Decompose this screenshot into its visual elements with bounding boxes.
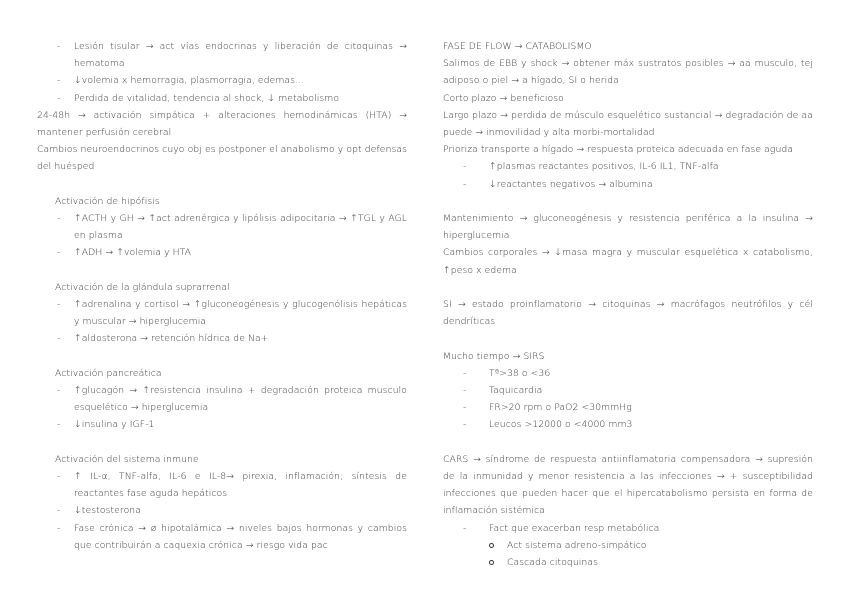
list-item: - FR>20 rpm o PaO2 <30mmHg xyxy=(443,399,813,416)
section-heading: FASE DE FLOW → CATABOLISMO xyxy=(443,41,592,52)
list-item: - ↑plasmas reactantes positivos, IL-6 IL1, TNF-alfa xyxy=(443,158,813,175)
paragraph: Mantenimiento → gluconeogénesis y resistencia periférica a la insulina → hiperglucemia xyxy=(443,213,813,242)
list-item: - Leucos >12000 o <4000 mm3 xyxy=(443,416,813,433)
list-item: - Fase crónica → ø hipotalámica → niveles bajos hormonas y cambios que contribuirán a caquexia crónica → riesgo vida pac xyxy=(37,520,407,554)
section-heading: Activación de hipófisis xyxy=(55,195,160,207)
list-item: - ↓reactantes negativos → albumina xyxy=(443,176,813,193)
list-item: - Taquicardia xyxy=(443,382,813,399)
list-item: - ↑ADH → ↑volemia y HTA xyxy=(37,244,407,261)
list-item: - ↓volemia x hemorragia, plasmorragia, edemas… xyxy=(37,72,407,89)
paragraph: Cambios neuroendocrinos cuyo obj es postponer el anabolismo y opt defensas del huésped xyxy=(37,144,407,173)
list-item: - ↑aldosterona → retención hídrica de Na+ xyxy=(37,330,407,347)
paragraph: Cambios corporales → ↓masa magra y muscular esquelética x catabolismo, ↑peso x edema xyxy=(443,247,813,276)
list-item: - Fact que exacerban resp metabólica xyxy=(443,520,813,537)
list-item: - ↓testosterona xyxy=(37,502,407,519)
sub-list-item: Cascada citoquinas xyxy=(461,554,813,571)
list-item: - ↑ IL-α, TNF-alfa, IL-6 e IL-8→ pirexia, inflamación; síntesis de reactantes fase aguda hepáticos xyxy=(37,468,407,502)
list-item: - ↓insulina y IGF-1 xyxy=(37,416,407,433)
section-heading: Mucho tiempo → SIRS xyxy=(443,350,545,362)
paragraph: Corto plazo → beneficioso xyxy=(443,92,564,104)
list-item: - Lesión tisular → act vías endocrinas y liberación de citoquinas → hematoma xyxy=(37,38,407,72)
paragraph: 24-48h → activación simpática + alteraciones hemodinámicas (HTA) → mantener perfusión cerebral xyxy=(37,109,407,139)
paragraph: Salimos de EBB y shock → obtener máx sustratos posibles → aa musculo, tej adiposo o piel → a hígado, SI o herida xyxy=(443,58,813,87)
paragraph: CARS → síndrome de respuesta antiinflamatoria compensadora → supresión de la inmunidad y menor resistencia a las infecciones → + susceptibilidad infecciones que pueden hacer que el hipercatabolismo persista en forma de inflamación sistémica xyxy=(443,453,813,517)
right-column xyxy=(443,38,813,571)
sub-list-item: Act sistema adreno-simpático xyxy=(461,537,813,554)
section-heading: Activación de la glándula suprarrenal xyxy=(55,281,230,293)
section-heading: Activación pancreática xyxy=(55,367,162,379)
list-item: - Tª>38 o <36 xyxy=(443,365,813,382)
paragraph: Largo plazo → perdida de músculo esquelético sustancial → degradación de aa puede → inmovilidad y alta morbi-mortalidad xyxy=(443,109,813,139)
list-item: - ↑ACTH y GH → ↑act adrenérgica y lipólisis adipocitaria → ↑TGL y AGL en plasma xyxy=(37,210,407,244)
section-heading: Activación del sistema inmune xyxy=(55,453,199,465)
list-item: - Perdida de vitalidad, tendencia al shock, ↓ metabolismo xyxy=(37,90,407,107)
list-item: - ↑adrenalina y cortisol → ↑gluconeogénesis y glucogenólisis hepáticas y muscular → hiperglucemia xyxy=(37,296,407,330)
paragraph: SI → estado proinflamatorio → citoquinas → macrófagos neutrófilos y cél dendríticas xyxy=(443,299,813,328)
list-item: - ↑glucagón → ↑resistencia insulina + degradación proteica musculo esquelético → hiperglucemia xyxy=(37,382,407,416)
paragraph: Prioriza transporte a hígado → respuesta proteica adecuada en fase aguda xyxy=(443,144,794,156)
left-column xyxy=(37,38,407,554)
